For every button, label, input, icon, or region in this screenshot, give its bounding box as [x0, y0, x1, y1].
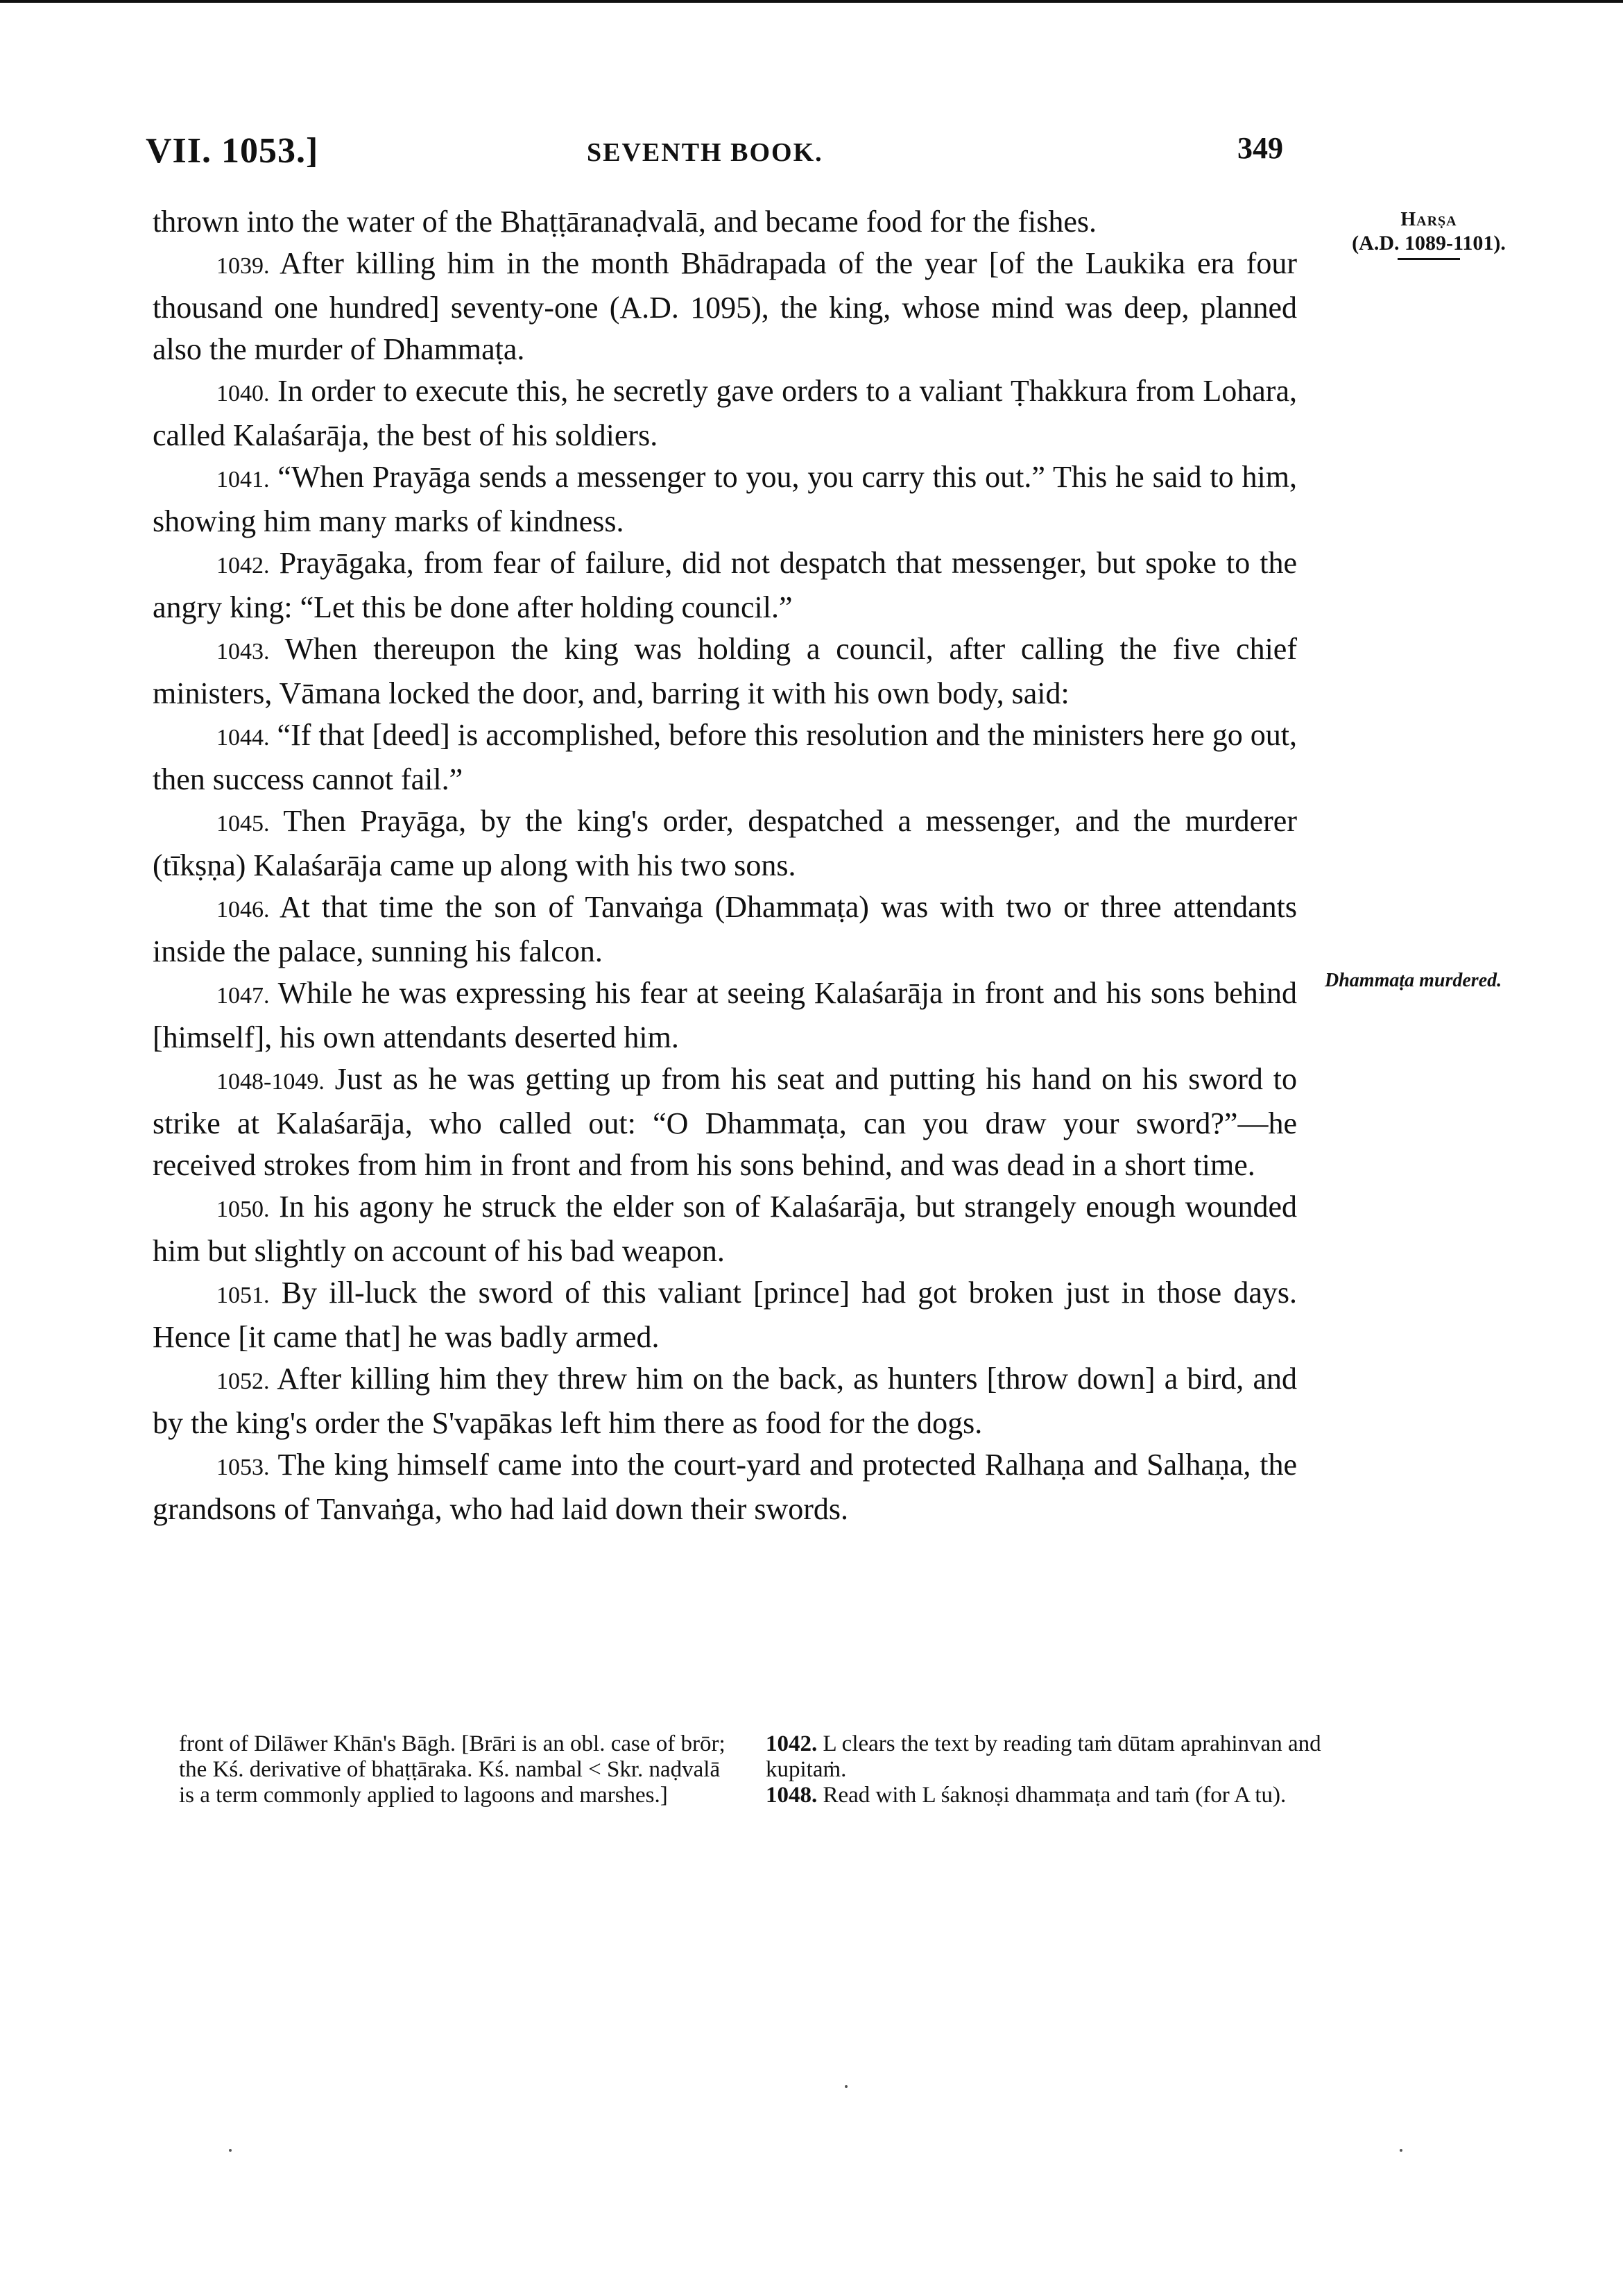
verse-paragraph [153, 1186, 1297, 1272]
footnote-text: L clears the text by reading taṁ dūtam aprahinvan and kupitaṁ. [766, 1731, 1321, 1782]
footnotes [179, 1731, 1330, 1856]
footnote-number: 1048. [766, 1783, 818, 1808]
verse-paragraph [153, 370, 1297, 456]
paragraph-text: When thereupon the king was holding a council, after calling the five chief ministers, Vāmana locked the door, and, barring it with his own body, said: [153, 632, 1297, 710]
verse-number: 1046. [216, 897, 270, 923]
margin-note-dhammata [1325, 970, 1554, 992]
footnote-number: 1042. [766, 1731, 818, 1756]
header-verse-reference: VII. 1053.] [146, 131, 319, 171]
verse-paragraph [153, 800, 1297, 886]
verse-number: 1052. [216, 1369, 270, 1394]
verse-number: 1045. [216, 811, 270, 837]
verse-paragraph [153, 886, 1297, 973]
verse-number: 1039. [216, 253, 270, 279]
footnote-continuation: front of Dilāwer Khān's Bāgh. [Brāri is an obl. case of brōr; the Kś. derivative of bhaṭṭāraka. Kś. nambal < Skr. naḍvalā is a term commonly applied to lagoons and marshes.] [179, 1731, 725, 1808]
paragraph-text: At that time the son of Tanvaṅga (Dhammaṭa) was with two or three attendants inside the palace, sunning his falcon. [153, 890, 1297, 968]
header-book-title: SEVENTH BOOK. [587, 138, 823, 167]
paragraph-text: By ill-luck the sword of this valiant [prince] had got broken just in those days. Hence [it came that] he was badly armed. [153, 1276, 1298, 1354]
verse-number: 1044. [216, 725, 270, 751]
scan-speck [229, 2149, 232, 2152]
verse-number: 1042. [216, 553, 270, 579]
verse-number: 1053. [216, 1455, 270, 1480]
paragraph-text: In order to execute this, he secretly gave orders to a valiant Ṭhakkura from Lohara, called Kalaśarāja, the best of his soldiers. [153, 374, 1297, 452]
verse-paragraph [153, 628, 1297, 714]
verse-number: 1040. [216, 381, 270, 406]
translation-body [153, 201, 1297, 1530]
verse-paragraph [153, 542, 1297, 628]
verse-number: 1048-1049. [216, 1069, 325, 1095]
top-border-rule [0, 0, 1623, 3]
verse-paragraph [153, 1444, 1297, 1530]
verse-paragraph [153, 243, 1297, 370]
verse-paragraph [153, 456, 1297, 542]
footnote-column-right [766, 1731, 1334, 1808]
footnote-text: Read with L śaknoṣi dhammaṭa and taṁ (for A tu). [823, 1783, 1287, 1808]
paragraph-text: While he was expressing his fear at seeing Kalaśarāja in front and his sons behind [himself], his own attendants deserted him. [153, 976, 1297, 1054]
verse-number: 1050. [216, 1197, 270, 1222]
paragraph-text: The king himself came into the court-yard and protected Ralhaṇa and Salhaṇa, the grandsons of Tanvaṅga, who had laid down their swords. [153, 1448, 1297, 1526]
page-number: 349 [1237, 131, 1283, 165]
margin-note-harsa [1318, 208, 1540, 260]
paragraph-continuation [153, 201, 1297, 243]
paragraph-text: “If that [deed] is accomplished, before this resolution and the ministers here go out, then success cannot fail.” [153, 718, 1297, 796]
verse-number: 1047. [216, 983, 270, 1009]
margin-note-harsa-dates: (A.D. 1089-1101). [1352, 232, 1506, 255]
verse-number: 1043. [216, 639, 270, 665]
verse-paragraph [153, 973, 1297, 1059]
paragraph-text: Prayāgaka, from fear of failure, did not despatch that messenger, but spoke to the angry king: “Let this be done after holding council.” [153, 546, 1298, 624]
scan-speck [845, 2085, 848, 2088]
verse-paragraph [153, 714, 1297, 800]
running-header [146, 130, 1283, 186]
paragraph-text: “When Prayāga sends a messenger to you, you carry this out.” This he said to him, showing him many marks of kindness. [153, 460, 1297, 538]
footnote-entry [766, 1783, 1334, 1808]
verse-paragraph [153, 1059, 1297, 1186]
paragraph-text: Then Prayāga, by the king's order, despatched a messenger, and the murderer (tīkṣṇa) Kalaśarāja came up along with his two sons. [153, 804, 1297, 882]
margin-note-harsa-name: Harṣa [1400, 209, 1457, 230]
paragraph-text: thrown into the water of the Bhaṭṭāranaḍvalā, and became food for the fishes. [153, 205, 1097, 239]
margin-note-dhammata-text: Dhammaṭa murdered. [1325, 970, 1502, 991]
margin-note-rule [1398, 258, 1460, 260]
scan-speck [1400, 2149, 1402, 2152]
paragraph-text: After killing him they threw him on the back, as hunters [throw down] a bird, and by the king's order the S'vapākas left him there as food for the dogs. [153, 1362, 1297, 1440]
verse-paragraph [153, 1272, 1297, 1358]
verse-number: 1041. [216, 467, 270, 492]
paragraph-text: In his agony he struck the elder son of Kalaśarāja, but strangely enough wounded him but slightly on account of his bad weapon. [153, 1190, 1297, 1268]
footnote-entry [766, 1731, 1334, 1783]
verse-paragraph [153, 1358, 1297, 1444]
verse-number: 1051. [216, 1283, 270, 1308]
paragraph-text: Just as he was getting up from his seat and putting his hand on his sword to strike at Kalaśarāja, who called out: “O Dhammaṭa, can you draw your sword?”—he received strokes from him in front and from his sons behind, and was dead in a short time. [153, 1062, 1297, 1182]
paragraph-text: After killing him in the month Bhādrapada of the year [of the Laukika era four thousand one hundred] seventy-one (A.D. 1095), the king, whose mind was deep, planned also the murder of Dhammaṭa. [153, 246, 1297, 366]
